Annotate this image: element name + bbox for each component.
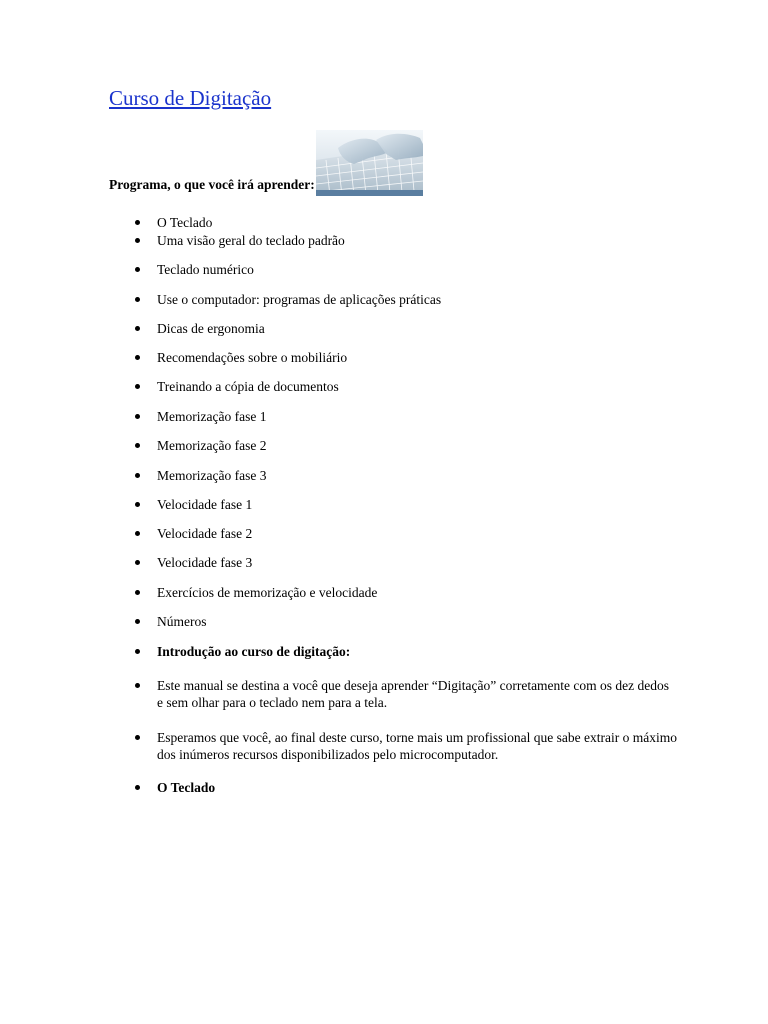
list-item: Velocidade fase 3	[157, 555, 253, 570]
list-item: O Teclado	[157, 215, 213, 230]
page-title[interactable]: Curso de Digitação	[109, 86, 272, 110]
list-item: Esperamos que você, ao final deste curso, torne mais um profissional que sabe extrair o máximo dos inúmeros recursos disponibilizados pelo microcomputador.	[157, 730, 677, 762]
list-item: Velocidade fase 1	[157, 497, 253, 512]
list-item: Treinando a cópia de documentos	[157, 379, 339, 394]
list-item: Memorização fase 3	[157, 468, 267, 483]
list-item-heading: Introdução ao curso de digitação:	[157, 644, 351, 659]
list-item: Teclado numérico	[157, 262, 254, 277]
list-item: Recomendações sobre o mobiliário	[157, 350, 348, 365]
list-item: Uma visão geral do teclado padrão	[157, 233, 345, 248]
keyboard-typing-photo-icon	[316, 130, 423, 196]
list-item: Exercícios de memorização e velocidade	[157, 585, 378, 600]
list-item: Este manual se destina a você que deseja aprender “Digitação” corretamente com os dez dedos e sem olhar para o teclado nem para a tela.	[157, 677, 677, 711]
list-item: Memorização fase 1	[157, 409, 267, 424]
list-item: Dicas de ergonomia	[157, 321, 265, 336]
program-label: Programa, o que você irá aprender:	[109, 177, 315, 192]
list-item: Velocidade fase 2	[157, 526, 253, 541]
list-item: Use o computador: programas de aplicações práticas	[157, 292, 442, 307]
program-heading	[109, 128, 423, 196]
list-item-heading: O Teclado	[157, 780, 216, 795]
list-item: Memorização fase 2	[157, 438, 267, 453]
list-item: Números	[157, 614, 207, 629]
